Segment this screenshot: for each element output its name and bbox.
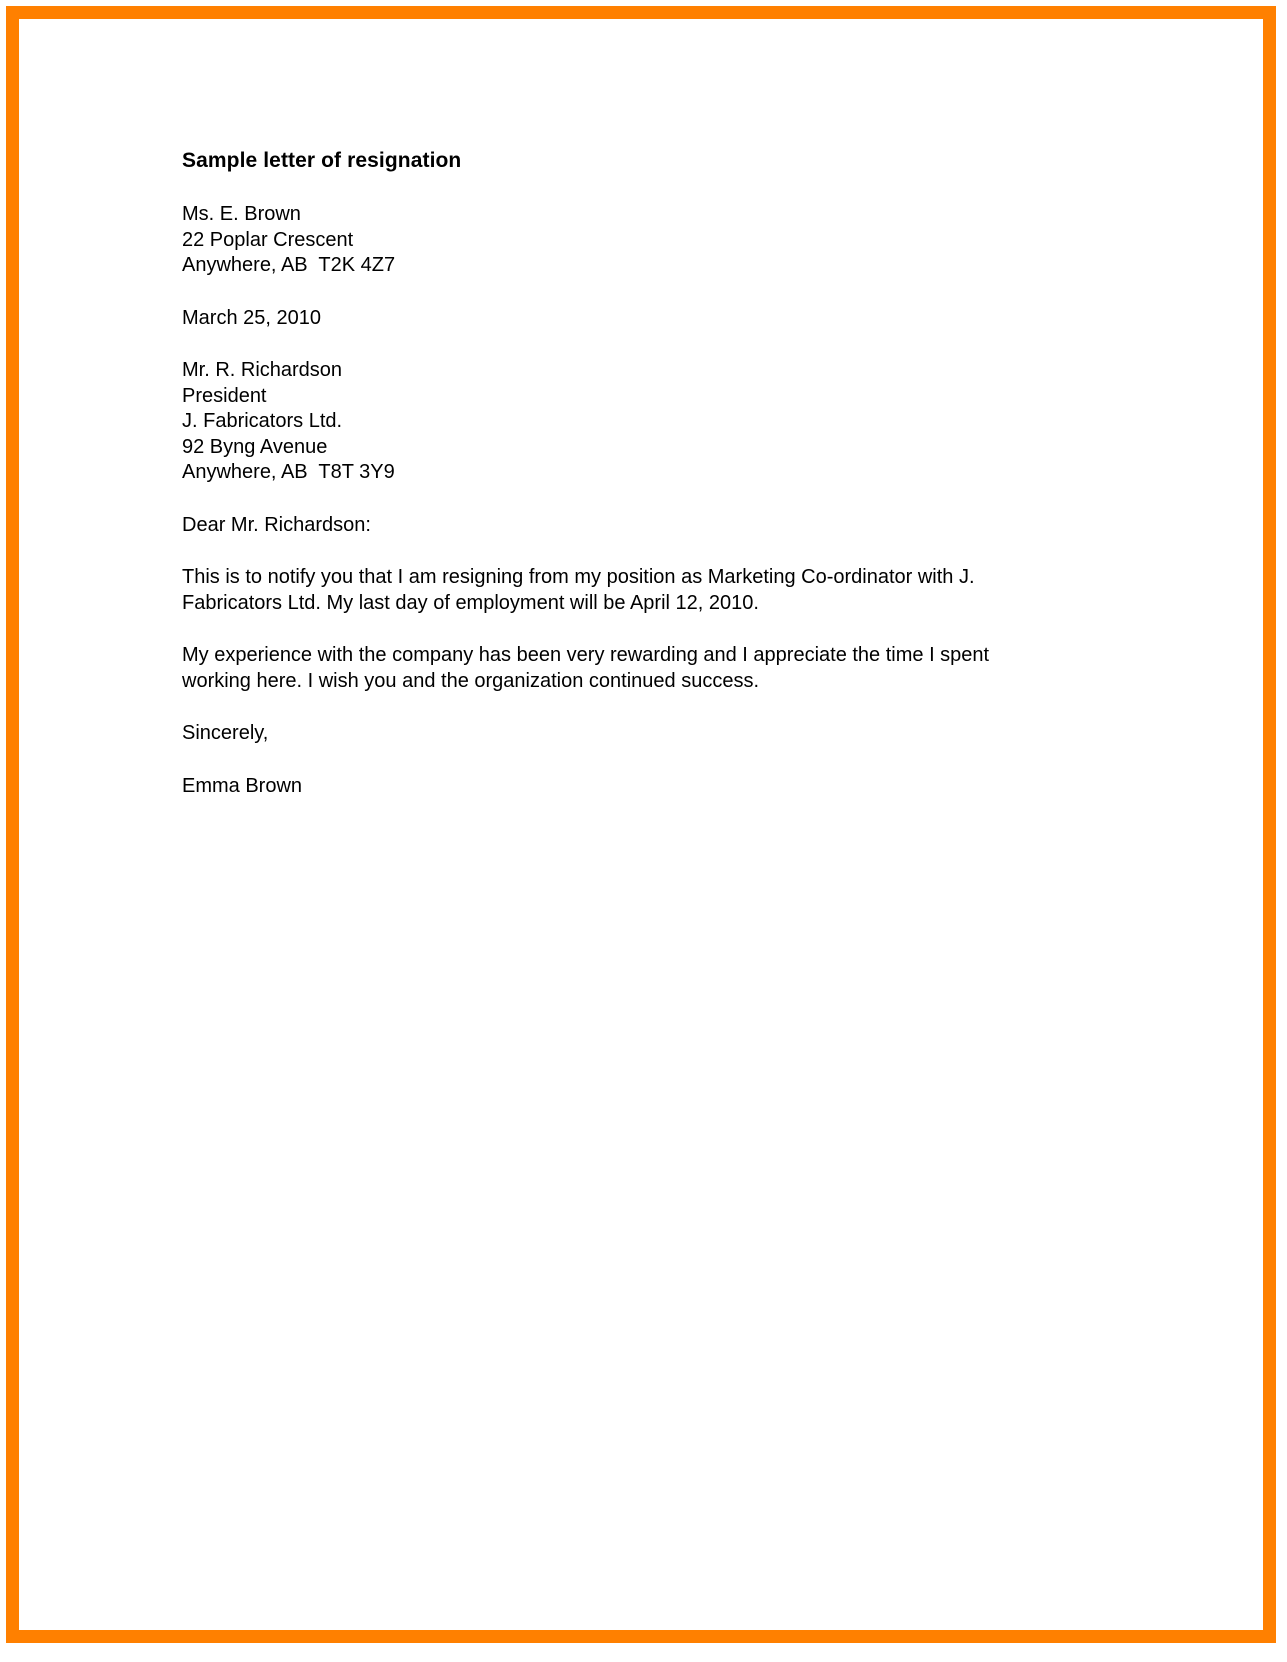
letter-date: March 25, 2010	[182, 306, 321, 329]
closing-salutation: Sincerely,	[182, 722, 269, 744]
recipient-address-line: 92 Byng Avenue	[182, 435, 328, 458]
sender-address-line: Ms. E. Brown	[182, 203, 301, 225]
letter-title: Sample letter of resignation	[182, 149, 462, 172]
closing-block	[182, 721, 1042, 747]
recipient-address-line: Anywhere, AB T8T 3Y9	[182, 461, 395, 483]
sender-address-line: 22 Poplar Crescent	[182, 228, 354, 251]
body-paragraph-1	[182, 565, 1042, 616]
page-border-bottom	[6, 1630, 1276, 1643]
sender-address-block	[182, 202, 1042, 279]
recipient-address-line: J. Fabricators Ltd.	[182, 410, 343, 432]
recipient-address-line: Mr. R. Richardson	[182, 359, 343, 381]
letter-date-block	[182, 306, 1042, 332]
body-paragraph-2	[182, 643, 1042, 694]
body-paragraph-text: This is to notify you that I am resigning from my position as Marketing Co-ordinator with J. Fabricators Ltd. My last day of employment will be April 12, 2010.	[182, 566, 975, 614]
recipient-address-block	[182, 358, 1042, 486]
letter-body	[182, 148, 1042, 826]
signature-name: Emma Brown	[182, 774, 303, 797]
sender-address-line: Anywhere, AB T2K 4Z7	[182, 254, 396, 276]
page-border-left	[6, 6, 19, 1643]
body-paragraph-text: My experience with the company has been very rewarding and I appreciate the time I spent working here. I wish you and the organization continued success.	[182, 644, 990, 692]
signature-block	[182, 774, 1042, 800]
page-border-top	[6, 6, 1276, 19]
page-border-right	[1263, 6, 1276, 1643]
salutation-block	[182, 513, 1042, 539]
recipient-address-line: President	[182, 384, 267, 407]
salutation: Dear Mr. Richardson:	[182, 513, 371, 536]
